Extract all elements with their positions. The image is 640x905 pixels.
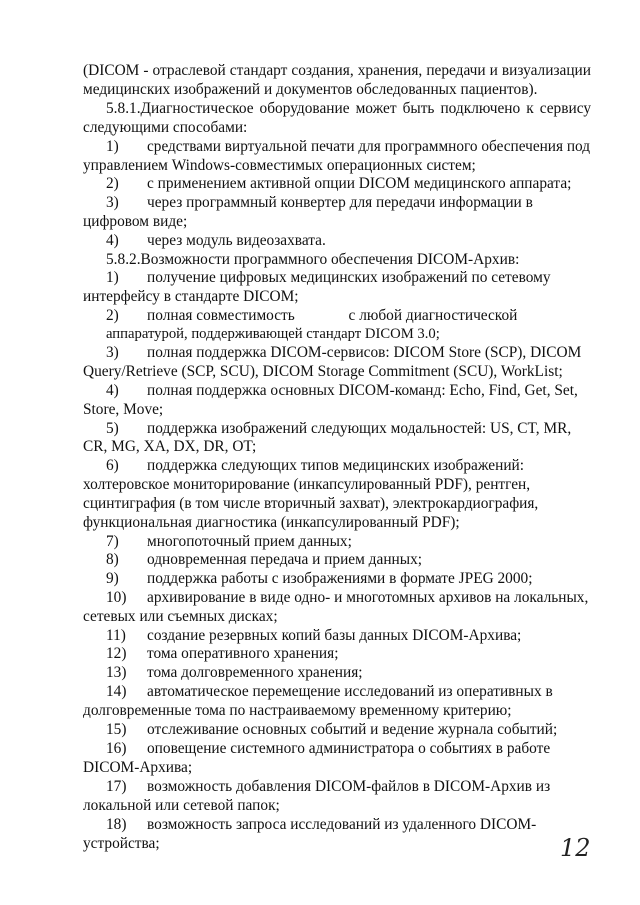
text-line: (DICOM - отраслевой стандарт создания, хранения, передачи и визуализации [83,62,591,79]
list-item [106,815,591,834]
list-number: 10) [106,589,127,606]
list-text: полная совместимость с любой диагностической [147,307,518,324]
list-text: возможность запроса исследований из удаленного DICOM- [147,816,537,833]
list-text: через программный конвертер для передачи информации в [147,194,533,211]
list-text: средствами виртуальной печати для программного обеспечения под [147,138,591,155]
list-item [106,532,591,551]
list-number: 7) [106,533,119,550]
list-number: 18) [106,816,127,833]
list-text: с применением активной опции DICOM медицинского аппарата; [147,175,572,192]
list-text: тома долговременного хранения; [147,664,363,681]
section-heading: 5.8.1.Диагностическое оборудование может быть подключено к сервису [106,100,591,117]
list-item [106,682,591,701]
list-text: тома оперативного хранения; [147,645,339,662]
list-item [106,739,591,758]
list-text: создание резервных копий базы данных DICOM-Архива; [147,627,522,644]
list-text: поддержка работы с изображениями в формате JPEG 2000; [147,570,533,587]
list-item [106,193,591,212]
list-item [106,231,591,250]
text-line: аппаратурой, поддерживающей стандарт DICOM 3.0; [106,326,440,342]
list-number: 11) [106,627,126,644]
text-line: интерфейсу в стандарте DICOM; [83,288,299,305]
list-text: отслеживание основных событий и ведение журнала событий; [147,721,558,738]
text-line: сцинтиграфия (в том числе вторичный захват), электрокардиография, [83,495,539,512]
text-line: DICOM-Архива; [83,759,193,776]
list-item [106,306,591,325]
list-number: 1) [106,138,119,155]
text-line: медицинских изображений и документов обследованных пациентов). [83,81,538,98]
text-line: локальной или сетевой папок; [83,797,280,814]
list-item [106,419,591,438]
list-number: 15) [106,721,127,738]
list-number: 16) [106,740,127,757]
text-line: следующими способами: [83,119,248,136]
list-item [106,720,591,739]
list-text: оповещение системного администратора о событиях в работе [147,740,551,757]
page-number: 12 [560,834,591,862]
list-number: 4) [106,232,119,249]
list-number: 8) [106,551,119,568]
list-number: 14) [106,683,127,700]
list-number: 12) [106,645,127,662]
list-text: возможность добавления DICOM-файлов в DICOM-Архив из [147,778,551,795]
list-text: полная поддержка DICOM-сервисов: DICOM Store (SCP), DICOM [147,344,582,361]
text-line: Query/Retrieve (SCP, SCU), DICOM Storage Commitment (SCU), WorkList; [83,363,563,380]
list-item [106,268,591,287]
list-text: многопоточный прием данных; [147,533,352,550]
text-line: Store, Move; [83,401,164,418]
text-line: CR, MG, XA, DX, DR, OT; [83,438,257,455]
text-line: холтеровское мониторирование (инкапсулированный PDF), рентген, [83,476,531,493]
list-number: 5) [106,420,119,437]
list-item [106,588,591,607]
list-item [106,343,591,362]
section-heading: 5.8.2.Возможности программного обеспечения DICOM-Архив: [106,251,520,268]
list-text: поддержка изображений следующих модальностей: US, CT, MR, [147,420,572,437]
text-line: сетевых или съемных дисках; [83,608,278,625]
text-line: цифровом виде; [83,213,188,230]
list-item [106,644,591,663]
list-text: через модуль видеозахвата. [147,232,326,249]
list-text: одновременная передача и прием данных; [147,551,423,568]
list-item [106,569,591,588]
text-line: функциональная диагностика (инкапсулированный PDF); [83,514,460,531]
list-item [106,174,591,193]
list-number: 17) [106,778,127,795]
text-line: устройства; [83,835,160,852]
list-number: 3) [106,344,119,361]
list-item [106,381,591,400]
list-number: 2) [106,307,119,324]
list-text: автоматическое перемещение исследований из оперативных в [147,683,553,700]
list-item [106,777,591,796]
list-number: 3) [106,194,119,211]
list-number: 6) [106,457,119,474]
list-number: 4) [106,382,119,399]
text-line: управлением Windows-совместимых операционных систем; [83,157,476,174]
list-text: поддержка следующих типов медицинских изображений: [147,457,525,474]
list-text: получение цифровых медицинских изображений по сетевому [147,269,551,286]
list-item [106,456,591,475]
list-item [106,137,591,156]
list-number: 2) [106,175,119,192]
list-number: 13) [106,664,127,681]
list-text: архивирование в виде одно- и многотомных архивов на локальных, [147,589,589,606]
list-number: 1) [106,269,119,286]
list-text: полная поддержка основных DICOM-команд: Echo, Find, Get, Set, [147,382,578,399]
text-line: долговременные тома по настраиваемому временному критерию; [83,702,512,719]
list-number: 9) [106,570,119,587]
list-item [106,663,591,682]
list-item [106,626,591,645]
list-item [106,550,591,569]
